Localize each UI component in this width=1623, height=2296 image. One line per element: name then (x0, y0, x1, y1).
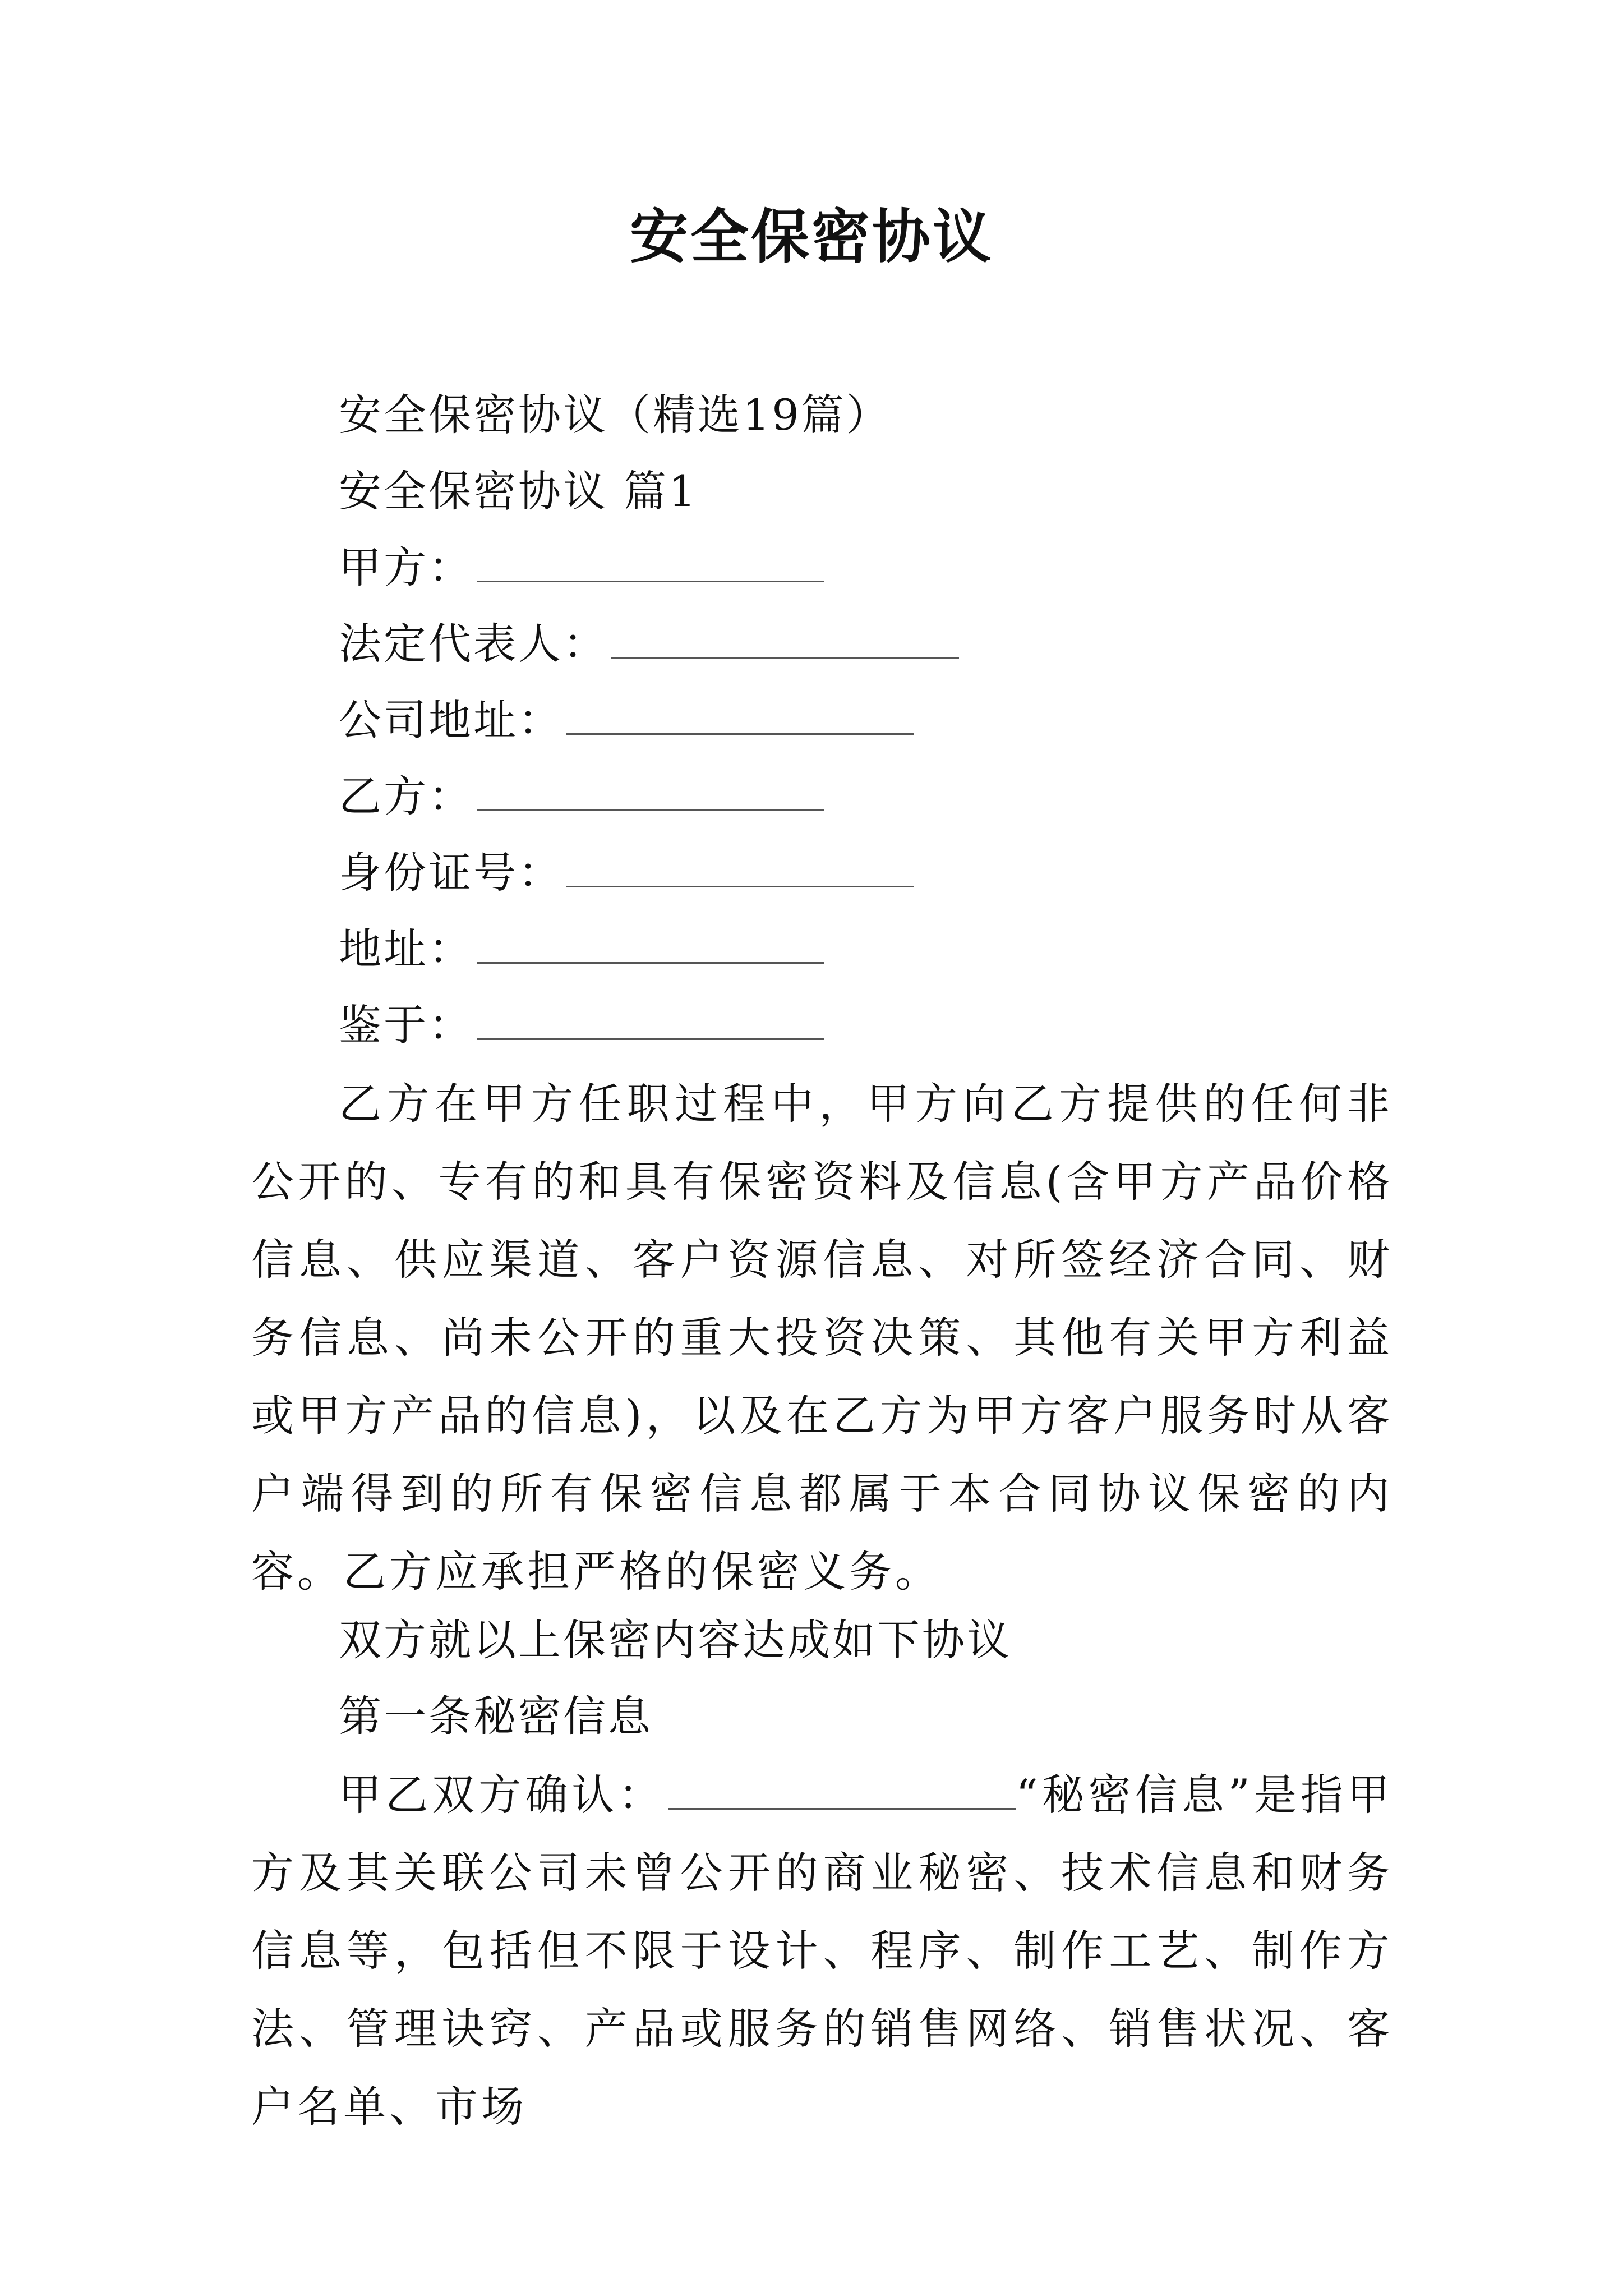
section-heading: 安全保密协议 篇1 (339, 466, 698, 516)
blank-line (566, 850, 914, 887)
field-label: 地址： (339, 924, 473, 974)
field-label: 鉴于： (339, 1000, 473, 1050)
field-address (339, 921, 824, 977)
field-whereas (339, 997, 824, 1053)
field-party-b (339, 769, 824, 825)
blank-line (611, 621, 959, 659)
field-id-number (339, 845, 914, 901)
field-legal-representative (339, 616, 959, 672)
paragraph-lead: 甲乙双方确认： (339, 1770, 665, 1820)
agreement-line: 双方就以上保密内容达成如下协议 (339, 1615, 1012, 1665)
field-company-address (339, 692, 914, 748)
blank-line (477, 545, 824, 582)
field-label: 身份证号： (339, 848, 563, 898)
field-label: 乙方： (339, 771, 473, 821)
paragraph-body: “秘密信息”是指甲方及其关联公司未曾公开的商业秘密、技术信息和财务信息等，包括但不限于设计、程序、制作工艺、制作方法、管理诀窍、产品或服务的销售网络、销售状况、客户名单、市场 (251, 1770, 1393, 2132)
blank-line (477, 774, 824, 811)
field-label: 甲方： (339, 542, 473, 592)
field-label: 公司地址： (339, 695, 563, 745)
paragraph-secret-info-definition (251, 1756, 1393, 2146)
field-label: 法定代表人： (339, 619, 608, 669)
blank-line (477, 1002, 824, 1040)
blank-line (668, 1772, 1016, 1810)
document-subtitle: 安全保密协议（精选19篇） (339, 390, 891, 440)
document-title: 安全保密协议 (629, 202, 993, 271)
blank-line (477, 926, 824, 964)
paragraph-confidential-scope: 乙方在甲方任职过程中，甲方向乙方提供的任何非公开的、专有的和具有保密资料及信息(含甲方产品价格信息、供应渠道、客户资源信息、对所签经济合同、财务信息、尚未公开的重大投资决策、其他有关甲方利益或甲方产品的信息)，以及在乙方为甲方客户服务时从客户端得到的所有保密信息都属于本合同协议保密的内容。乙方应承担严格的保密义务。 (251, 1079, 1393, 1596)
blank-line (566, 697, 914, 735)
field-party-a (339, 540, 824, 596)
article-1-heading: 第一条秘密信息 (339, 1691, 653, 1741)
